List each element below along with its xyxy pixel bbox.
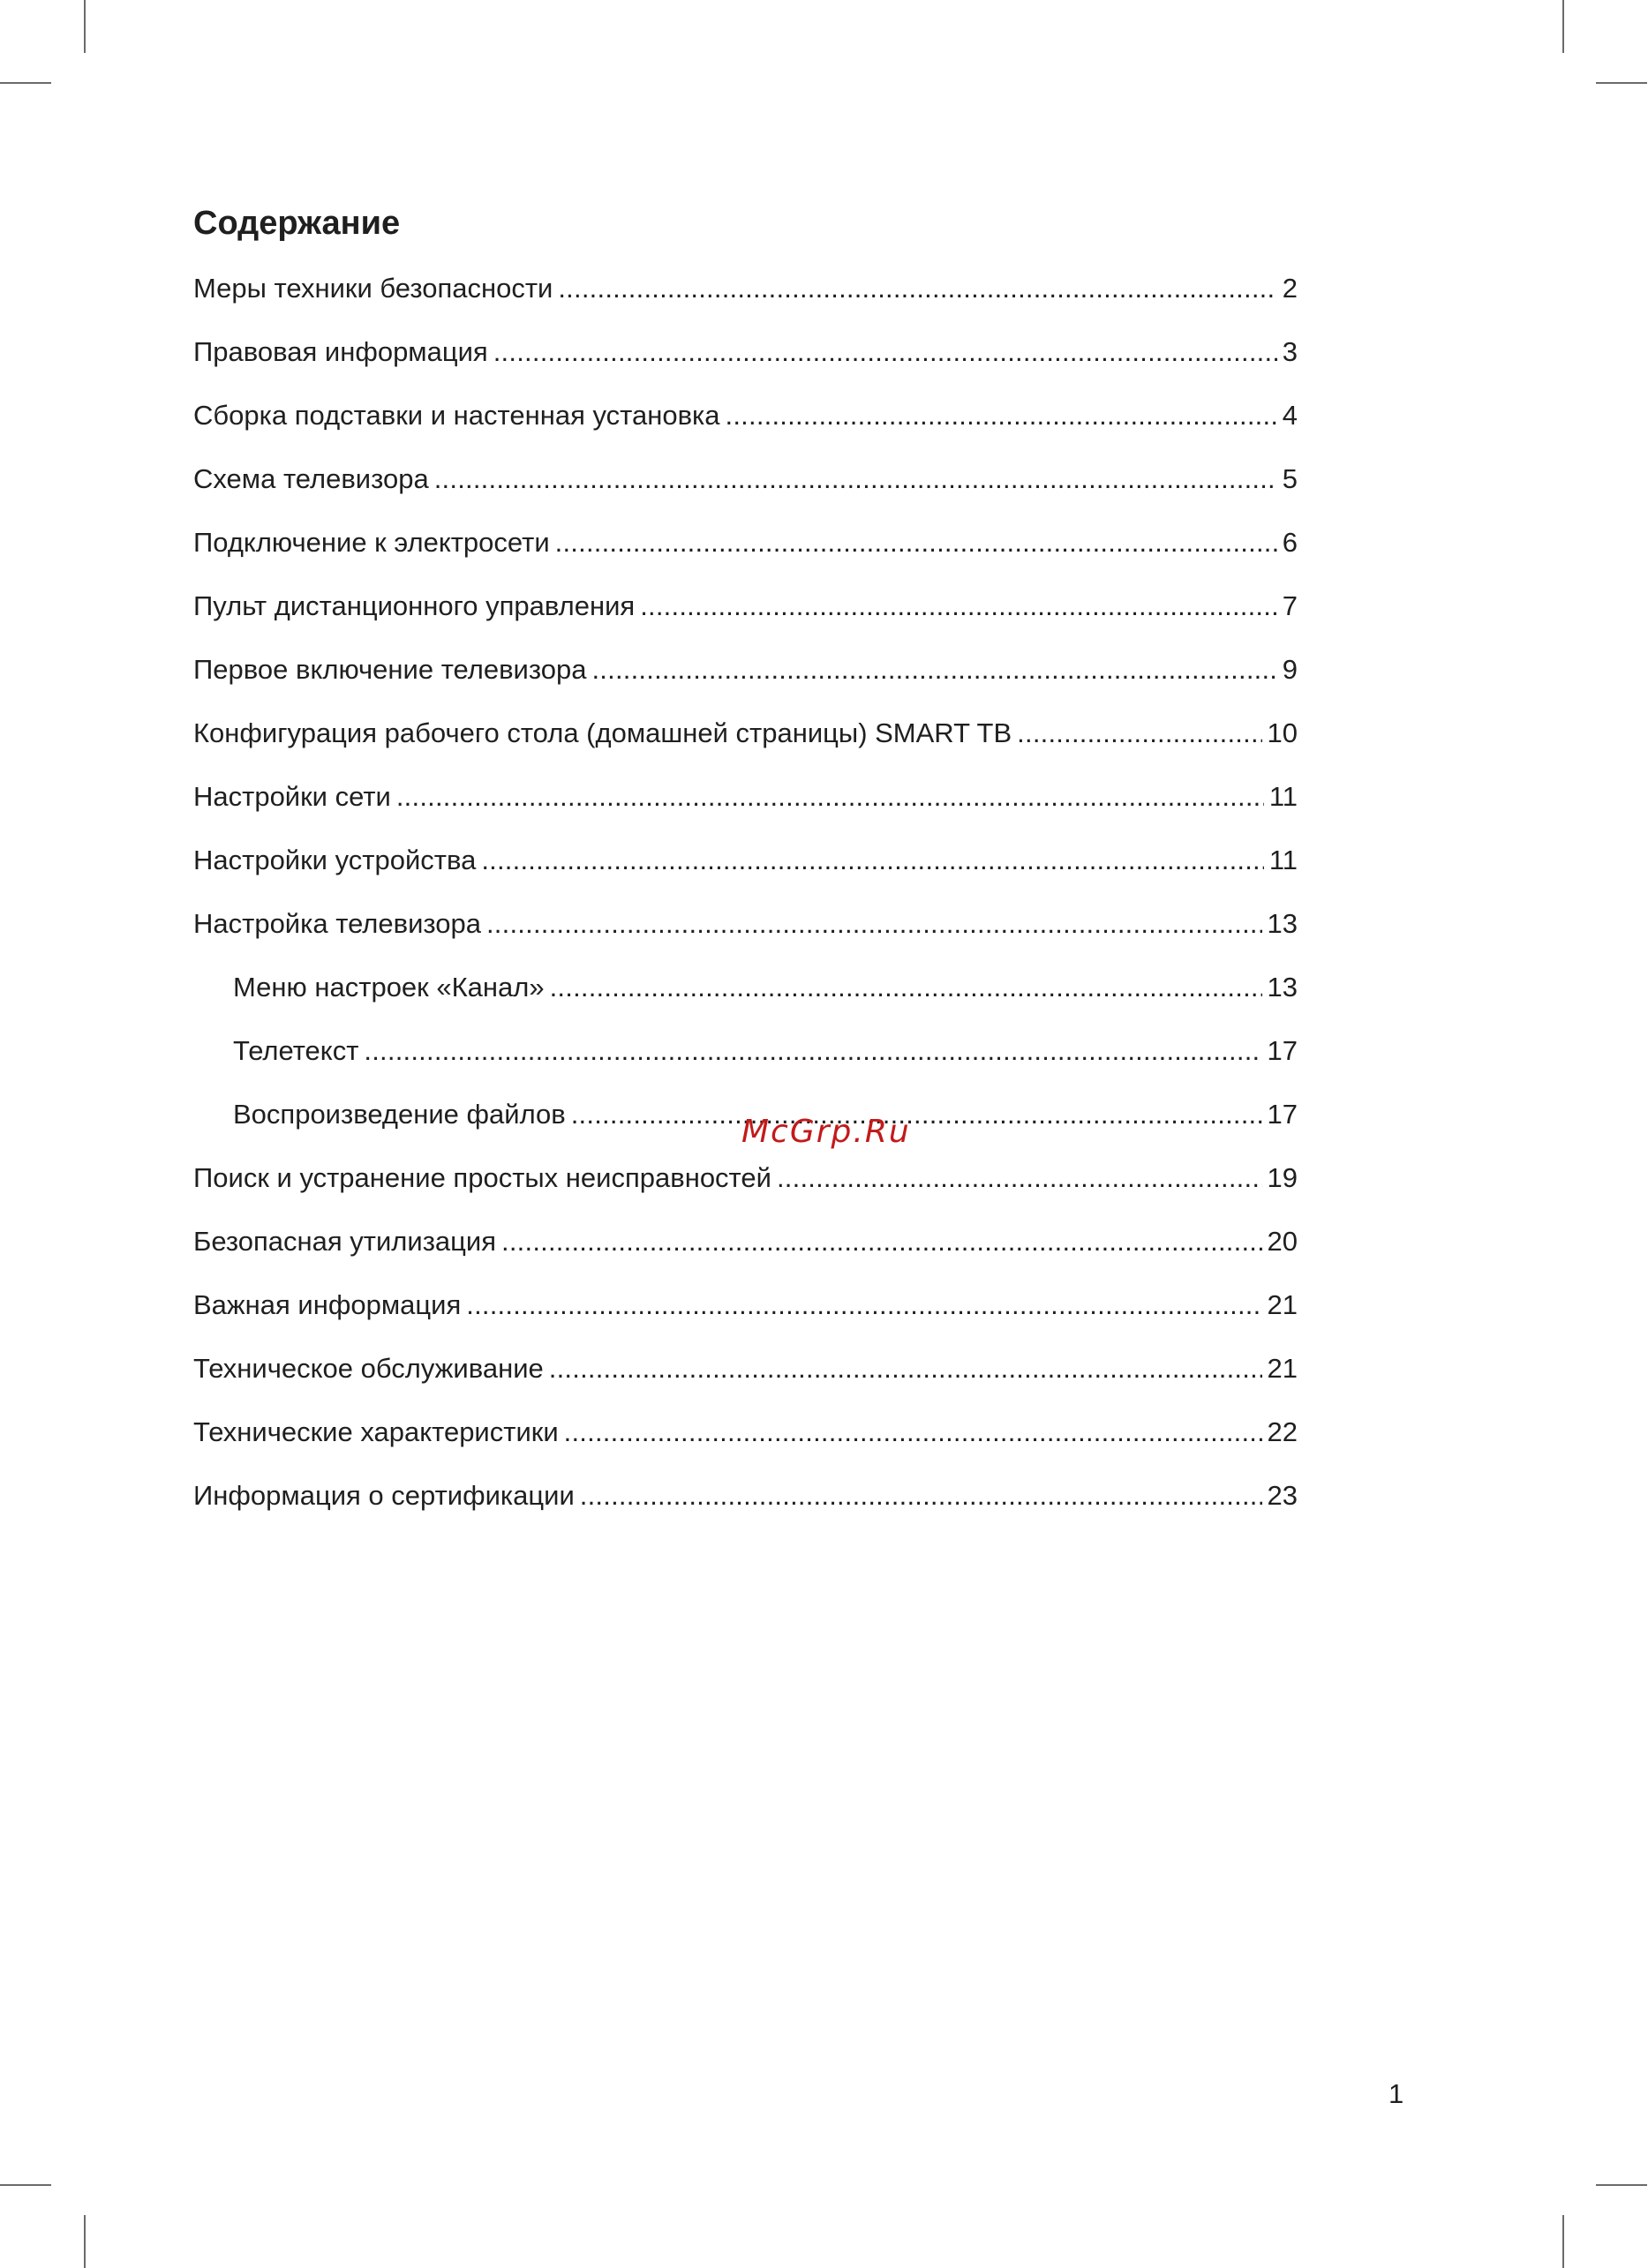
toc-dot-leader xyxy=(549,1350,1262,1387)
toc-entry-page: 7 xyxy=(1282,590,1298,621)
toc-entry-page: 6 xyxy=(1282,527,1298,558)
toc-dot-leader xyxy=(555,524,1277,561)
toc-title: Содержание xyxy=(193,205,401,242)
toc-dot-leader xyxy=(1017,715,1261,752)
crop-mark-bottom-right-vertical xyxy=(1562,2215,1564,2268)
watermark: McGrp.Ru xyxy=(741,1114,911,1150)
toc-entry[interactable] xyxy=(193,334,1298,397)
toc-entry-page: 13 xyxy=(1267,908,1298,939)
toc-entry[interactable] xyxy=(193,842,1298,905)
toc-entry-page: 17 xyxy=(1267,1035,1298,1066)
toc-entry-label: Настройки сети xyxy=(193,781,391,812)
toc-entry-page: 17 xyxy=(1267,1099,1298,1130)
crop-mark-top-right-vertical xyxy=(1562,0,1564,53)
toc-subentry[interactable] xyxy=(193,969,1298,1033)
toc-entry[interactable] xyxy=(193,778,1298,842)
toc-entry[interactable] xyxy=(193,1414,1298,1477)
toc-entry[interactable] xyxy=(193,461,1298,524)
toc-entry-label: Техническое обслуживание xyxy=(193,1353,544,1384)
toc-dot-leader xyxy=(486,905,1262,942)
toc-dot-leader xyxy=(481,842,1263,879)
toc-entry-page: 10 xyxy=(1267,717,1298,748)
toc-entry-page: 9 xyxy=(1282,654,1298,685)
toc-entry-label: Конфигурация рабочего стола (домашней страницы) SMART TB xyxy=(193,717,1012,748)
toc-entry-page: 13 xyxy=(1267,972,1298,1003)
toc-entry-page: 22 xyxy=(1267,1416,1298,1447)
toc-dot-leader xyxy=(580,1477,1262,1514)
toc-entry-label: Безопасная утилизация xyxy=(193,1226,497,1257)
toc-entry[interactable] xyxy=(193,1287,1298,1350)
toc-dot-leader xyxy=(501,1223,1261,1260)
toc-entry[interactable] xyxy=(193,1160,1298,1223)
toc-dot-leader xyxy=(434,461,1277,498)
toc-entry[interactable] xyxy=(193,524,1298,588)
toc-dot-leader xyxy=(364,1033,1261,1070)
toc-entry[interactable] xyxy=(193,270,1298,334)
toc-entry-page: 21 xyxy=(1267,1289,1298,1320)
toc-entry-page: 2 xyxy=(1282,273,1298,304)
toc-entry-page: 23 xyxy=(1267,1480,1298,1511)
toc-dot-leader xyxy=(558,270,1276,307)
crop-mark-bottom-left-vertical xyxy=(84,2215,86,2268)
toc-entry-label: Важная информация xyxy=(193,1289,462,1320)
toc-entry-page: 11 xyxy=(1268,845,1298,875)
toc-dot-leader xyxy=(564,1414,1262,1451)
toc-entry-label: Подключение к электросети xyxy=(193,527,550,558)
toc-dot-leader xyxy=(640,588,1277,625)
toc-dot-leader xyxy=(466,1287,1261,1324)
toc-entry[interactable] xyxy=(193,1350,1298,1414)
toc-entry-label: Сборка подставки и настенная установка xyxy=(193,400,720,431)
toc-entry[interactable] xyxy=(193,905,1298,969)
toc-dot-leader xyxy=(493,334,1277,371)
toc-entry[interactable] xyxy=(193,715,1298,778)
toc-dot-leader xyxy=(550,969,1262,1006)
toc-entry-page: 20 xyxy=(1267,1226,1298,1257)
crop-mark-top-right-horizontal xyxy=(1596,82,1647,84)
toc-entry[interactable] xyxy=(193,1477,1298,1541)
toc-dot-leader xyxy=(591,651,1276,688)
crop-mark-bottom-right-horizontal xyxy=(1596,2184,1647,2186)
page-number: 1 xyxy=(1388,2078,1404,2109)
toc-entry-label: Правовая информация xyxy=(193,336,488,367)
toc-entry-label: Информация о сертификации xyxy=(193,1480,575,1511)
toc-dot-leader xyxy=(396,778,1264,815)
toc-entry-label: Схема телевизора xyxy=(193,463,429,494)
toc-entry-label: Меню настроек «Канал» xyxy=(233,972,545,1003)
toc-subentry[interactable] xyxy=(193,1033,1298,1096)
toc-entry[interactable] xyxy=(193,1223,1298,1287)
toc-entry-page: 11 xyxy=(1268,781,1298,812)
toc-entry-label: Поиск и устранение простых неисправностей xyxy=(193,1162,771,1193)
toc-entry-label: Технические характеристики xyxy=(193,1416,559,1447)
toc-entry[interactable] xyxy=(193,588,1298,651)
toc-entry-label: Настройка телевизора xyxy=(193,908,481,939)
toc-entry-label: Пульт дистанционного управления xyxy=(193,590,636,621)
toc-entry[interactable] xyxy=(193,397,1298,461)
toc-dot-leader xyxy=(571,1096,1262,1133)
toc-entry[interactable] xyxy=(193,651,1298,715)
toc-list xyxy=(193,270,1298,1541)
crop-mark-bottom-left-horizontal xyxy=(0,2184,51,2186)
toc-entry-label: Воспроизведение файлов xyxy=(233,1099,566,1130)
toc-entry-label: Настройки устройства xyxy=(193,845,477,875)
crop-mark-top-left-horizontal xyxy=(0,82,51,84)
toc-dot-leader xyxy=(726,397,1277,434)
toc-entry-page: 3 xyxy=(1282,336,1298,367)
toc-entry-page: 21 xyxy=(1267,1353,1298,1384)
toc-entry-label: Телетекст xyxy=(233,1035,359,1066)
toc-entry-label: Меры техники безопасности xyxy=(193,273,553,304)
toc-entry-page: 5 xyxy=(1282,463,1298,494)
toc-dot-leader xyxy=(777,1160,1262,1197)
toc-entry-label: Первое включение телевизора xyxy=(193,654,587,685)
toc-entry-page: 4 xyxy=(1282,400,1298,431)
toc-entry-page: 19 xyxy=(1267,1162,1298,1193)
crop-mark-top-left-vertical xyxy=(84,0,86,53)
